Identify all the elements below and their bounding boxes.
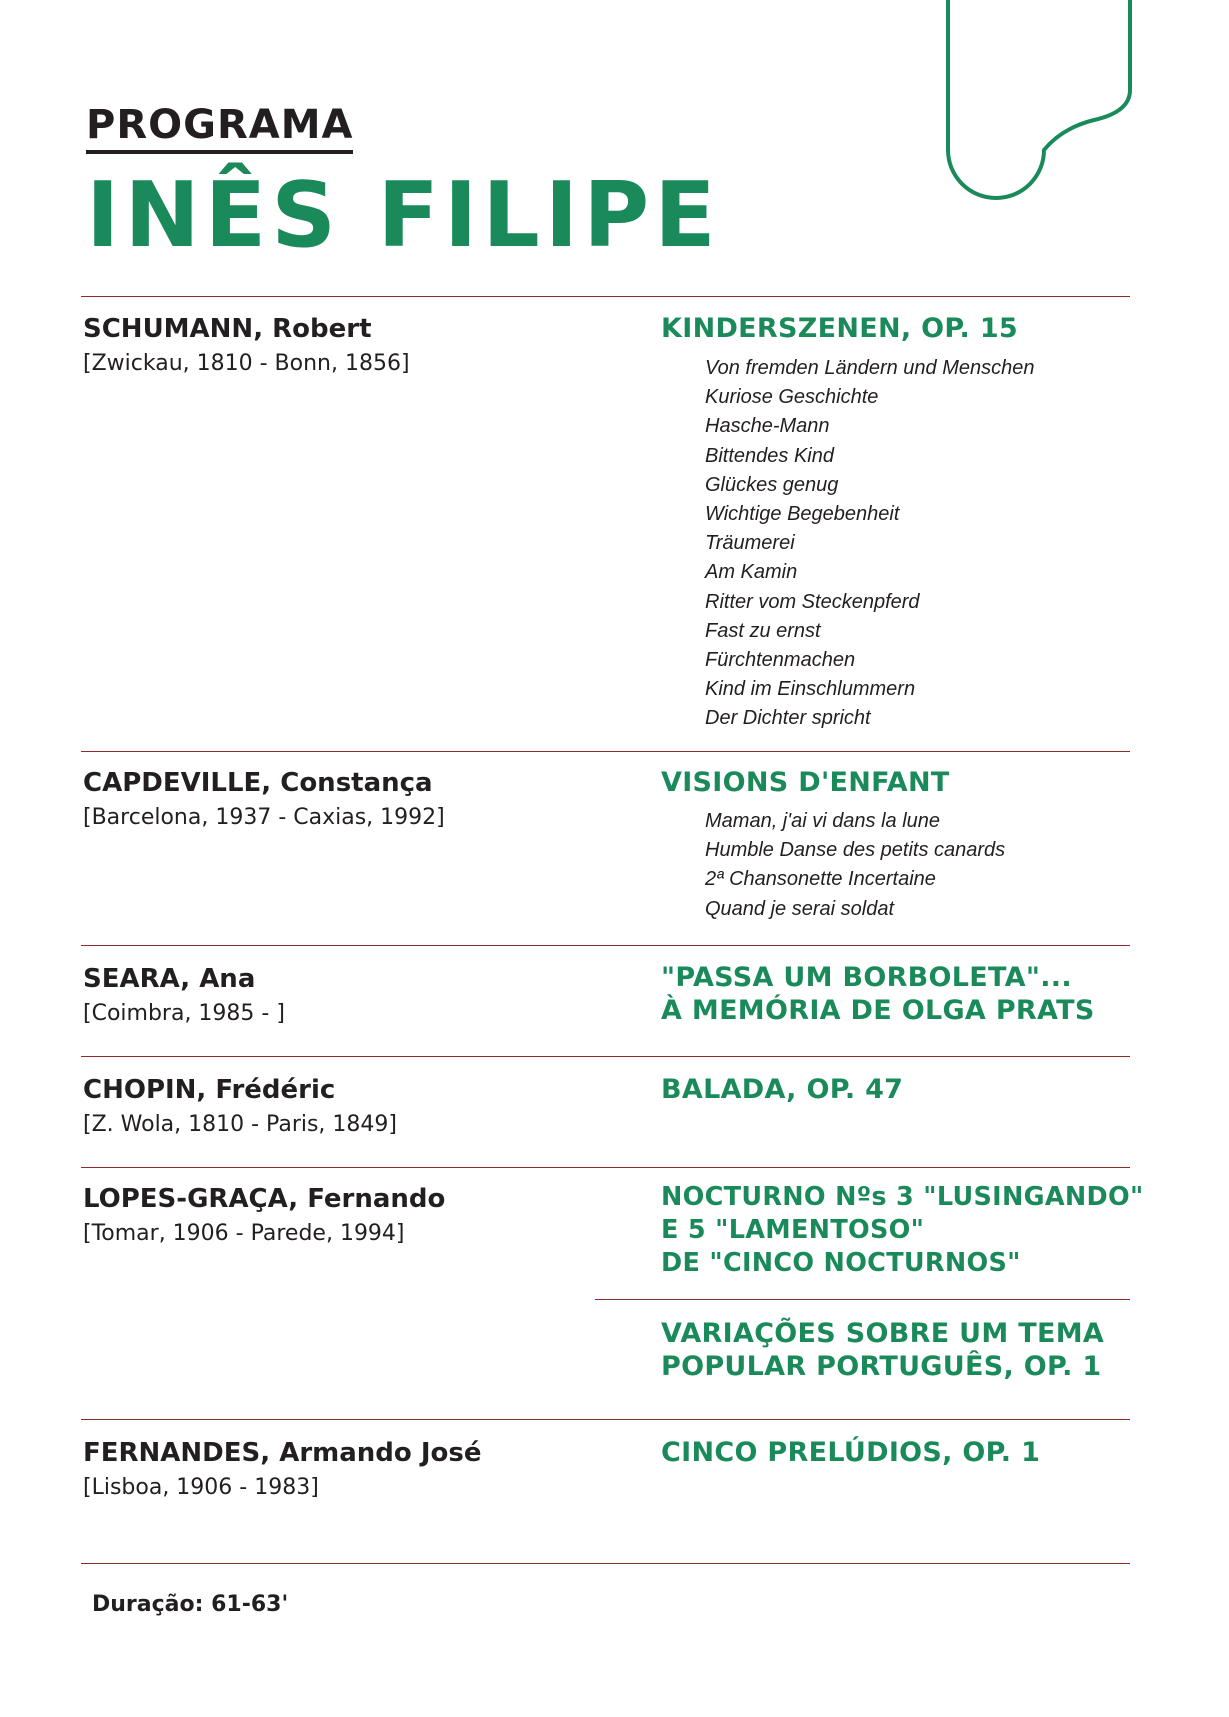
movement-item: Fürchtenmachen bbox=[705, 649, 856, 672]
composer-surname: CAPDEVILLE, bbox=[83, 768, 272, 798]
movement-item: Der Dichter spricht bbox=[705, 707, 871, 730]
composer-surname: CHOPIN, bbox=[83, 1075, 207, 1105]
composer-dates: [Zwickau, 1810 - Bonn, 1856] bbox=[83, 351, 410, 376]
work-title bbox=[661, 1181, 1144, 1280]
divider bbox=[81, 751, 1130, 752]
composer-surname: FERNANDES, bbox=[83, 1438, 271, 1468]
movement-list bbox=[705, 354, 1034, 734]
composer-name bbox=[83, 964, 255, 994]
composer-name bbox=[83, 768, 433, 798]
movement-item: Maman, j'ai vi dans la lune bbox=[705, 810, 941, 832]
work-title-line: E 5 "LAMENTOSO" bbox=[661, 1215, 925, 1245]
composer-surname: SEARA, bbox=[83, 964, 191, 994]
movement-item: Bittendes Kind bbox=[705, 444, 834, 467]
composer-given-name: Armando José bbox=[279, 1438, 482, 1468]
divider bbox=[81, 1167, 1130, 1168]
divider bbox=[81, 945, 1130, 946]
movement-item: Am Kamin bbox=[705, 561, 798, 584]
divider bbox=[81, 1563, 1130, 1564]
composer-surname: SCHUMANN, bbox=[83, 314, 264, 344]
composer-name bbox=[83, 1438, 481, 1468]
movement-item: Von fremden Ländern und Menschen bbox=[705, 357, 1035, 379]
work-title: KINDERSZENEN, OP. 15 bbox=[661, 313, 1018, 344]
work-title-line: À MEMÓRIA DE OLGA PRATS bbox=[661, 995, 1095, 1026]
composer-dates: [Barcelona, 1937 - Caxias, 1992] bbox=[83, 805, 445, 830]
performer-name: INÊS FILIPE bbox=[86, 163, 721, 268]
composer-name bbox=[83, 1075, 335, 1105]
movement-item: Humble Danse des petits canards bbox=[705, 839, 1006, 862]
work-title bbox=[661, 961, 1095, 1027]
composer-dates: [Lisboa, 1906 - 1983] bbox=[83, 1475, 319, 1500]
composer-dates: [Coimbra, 1985 - ] bbox=[83, 1001, 285, 1026]
composer-surname: LOPES-GRAÇA, bbox=[83, 1184, 299, 1214]
movement-item: Quand je serai soldat bbox=[705, 897, 895, 920]
work-title-line: VARIAÇÕES SOBRE UM TEMA bbox=[661, 1318, 1105, 1349]
composer-given-name: Frédéric bbox=[215, 1075, 336, 1105]
divider bbox=[81, 1056, 1130, 1057]
composer-given-name: Fernando bbox=[307, 1184, 446, 1214]
work-title: CINCO PRELÚDIOS, OP. 1 bbox=[661, 1437, 1041, 1468]
composer-given-name: Robert bbox=[272, 314, 372, 344]
movement-list bbox=[705, 807, 1005, 924]
program-kicker: PROGRAMA bbox=[86, 102, 353, 154]
movement-item: Kind im Einschlummern bbox=[705, 678, 916, 701]
composer-name bbox=[83, 314, 372, 344]
divider bbox=[81, 1419, 1130, 1420]
composer-given-name: Ana bbox=[199, 964, 256, 994]
work-title: VISIONS D'ENFANT bbox=[661, 767, 950, 798]
movement-item: Träumerei bbox=[705, 532, 795, 555]
composer-given-name: Constança bbox=[280, 768, 433, 798]
work-title-line: "PASSA UM BORBOLETA"... bbox=[661, 962, 1072, 993]
divider bbox=[81, 296, 1130, 297]
composer-dates: [Z. Wola, 1810 - Paris, 1849] bbox=[83, 1112, 397, 1137]
movement-item: Glückes genug bbox=[705, 473, 839, 496]
composer-dates: [Tomar, 1906 - Parede, 1994] bbox=[83, 1221, 405, 1246]
movement-item: Kuriose Geschichte bbox=[705, 386, 879, 409]
work-title-line: NOCTURNO Nºs 3 "LUSINGANDO" bbox=[661, 1182, 1144, 1212]
logo-shield-icon bbox=[944, 0, 1134, 200]
movement-item: 2ª Chansonette Incertaine bbox=[705, 868, 936, 891]
work-title-line: POPULAR PORTUGUÊS, OP. 1 bbox=[661, 1351, 1102, 1382]
work-title-line: DE "CINCO NOCTURNOS" bbox=[661, 1248, 1021, 1278]
movement-item: Fast zu ernst bbox=[705, 619, 821, 642]
divider bbox=[595, 1299, 1130, 1300]
work-title: BALADA, OP. 47 bbox=[661, 1074, 904, 1105]
duration-label: Duração: 61-63' bbox=[92, 1592, 289, 1617]
movement-item: Hasche-Mann bbox=[705, 415, 830, 438]
movement-item: Ritter vom Steckenpferd bbox=[705, 590, 920, 613]
work-title bbox=[661, 1317, 1104, 1383]
composer-name bbox=[83, 1184, 445, 1214]
movement-item: Wichtige Begebenheit bbox=[705, 503, 900, 526]
